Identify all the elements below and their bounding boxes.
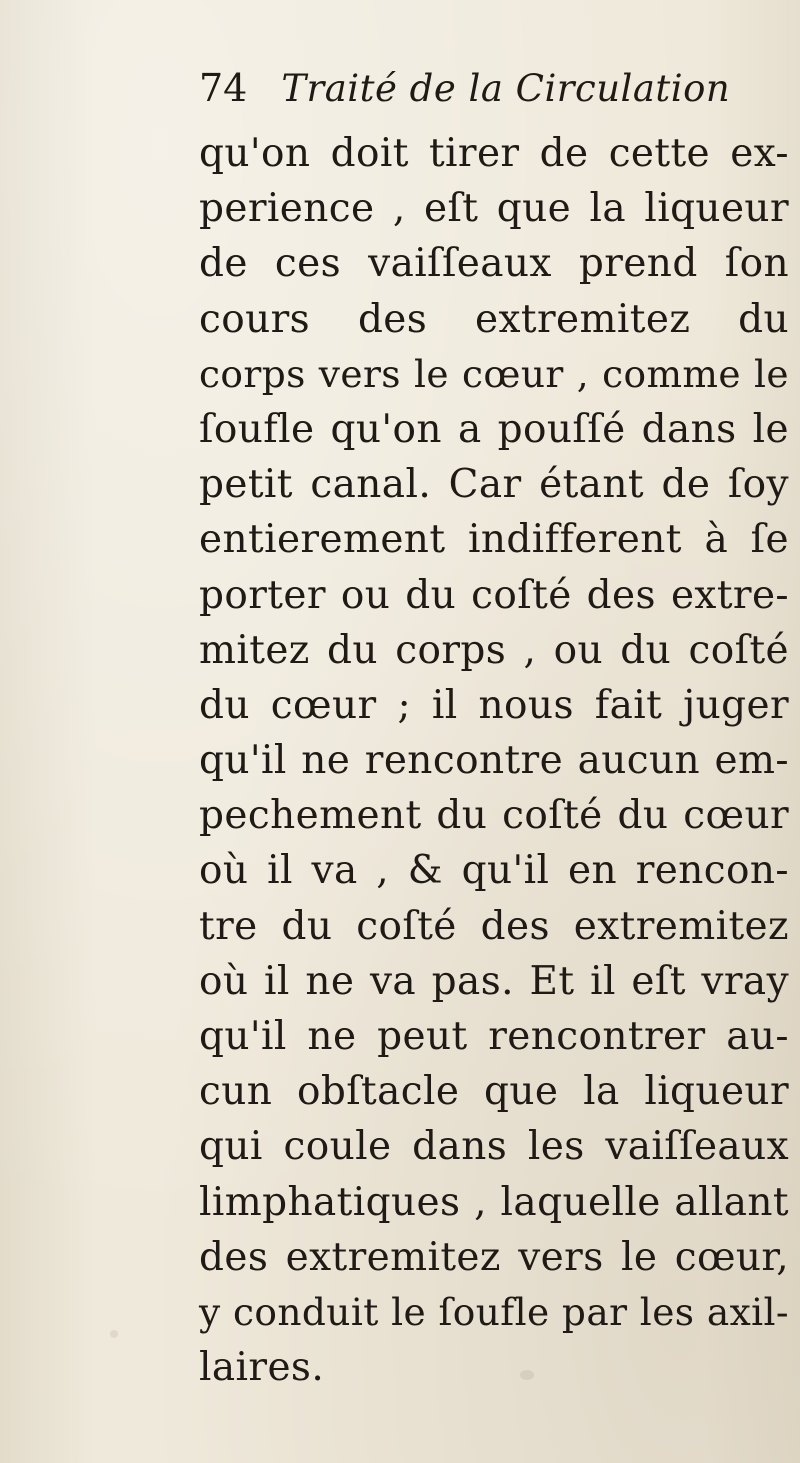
text-line: y conduit le ſoufle par les axil-	[199, 1289, 789, 1334]
text-line: ſoufle qu'on a pouſſé dans le	[199, 406, 789, 452]
text-line: porter ou du coſté des extre-	[199, 572, 789, 618]
text-line: pechement du coſté du cœur	[199, 793, 789, 839]
text-line: qu'on doit tirer de cette ex-	[199, 131, 789, 176]
text-line: où il ne va pas. Et il eſt vray	[199, 958, 789, 1004]
running-title: Traité de la Circulation	[281, 67, 731, 110]
text-line: où il va , & qu'il en rencon-	[199, 848, 789, 894]
text-line: laires.	[199, 1345, 325, 1391]
text-line: cours des extremitez du	[199, 296, 789, 342]
running-head	[199, 66, 730, 122]
text-line: cun obſtacle que la liqueur	[199, 1069, 789, 1115]
text-line: petit canal. Car étant de ſoy	[199, 462, 789, 508]
text-line: qu'il ne peut rencontrer au-	[199, 1014, 789, 1059]
text-line: qu'il ne rencontre aucun em-	[199, 738, 789, 784]
text-line: du cœur ; il nous fait juger	[199, 682, 789, 728]
text-line: perience , eſt que la liqueur	[199, 186, 789, 232]
text-line: de ces vaiſſeaux prend ſon	[199, 241, 789, 287]
text-line: limphatiques , laquelle allant	[199, 1179, 789, 1225]
paper-stain	[110, 1330, 118, 1338]
text-line: corps vers le cœur , comme le	[199, 351, 789, 396]
body-text	[199, 126, 789, 1395]
text-line: entierement indifferent à ſe	[199, 517, 789, 563]
text-line: des extremitez vers le cœur,	[199, 1234, 789, 1280]
text-line: tre du coſté des extremitez	[199, 903, 789, 949]
page-number: 74	[199, 66, 248, 110]
text-line: qui coule dans les vaiſſeaux	[199, 1124, 789, 1170]
text-line: mitez du corps , ou du coſté	[199, 627, 789, 673]
